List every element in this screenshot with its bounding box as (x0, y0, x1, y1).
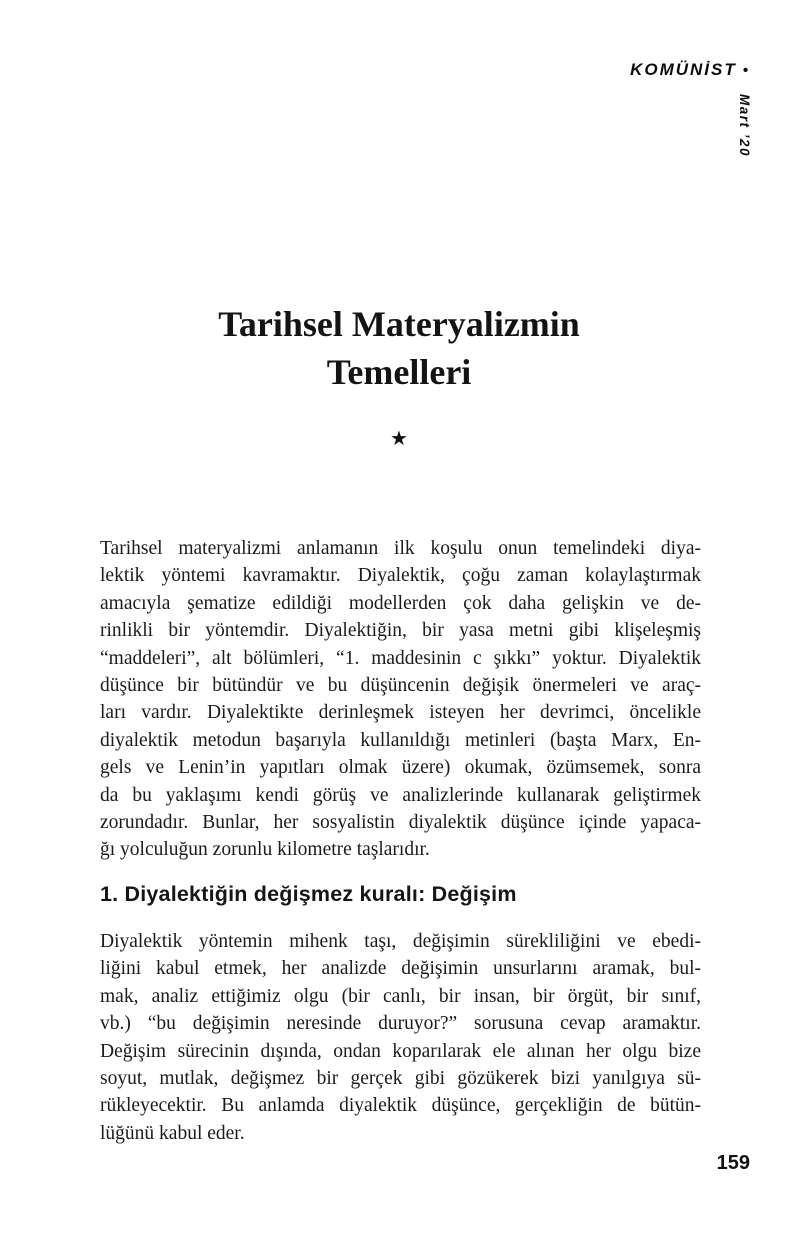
text-line: vb.) “bu değişimin neresinde duruyor?” sorusuna cevap aramaktır. (100, 1013, 701, 1035)
section-heading: 1. Diyalektiğin değişmez kuralı: Değişim (100, 882, 517, 906)
text-line: rinlikli bir yöntemdir. Diyalektiğin, bir yasa metni gibi klişeleşmiş (100, 620, 701, 642)
text-line: mak, analiz ettiğimiz olgu (bir canlı, bir insan, bir örgüt, bir sınıf, (100, 985, 701, 1007)
text-line: Tarihsel materyalizmi anlamanın ilk koşulu onun temelindeki diya- (100, 538, 701, 559)
article-title (0, 300, 798, 396)
text-line: ğı yolculuğun zorunlu kilometre taşlarıdır. (100, 839, 430, 861)
text-line: rükleyecektir. Bu anlamda diyalektik düşünce, gerçekliğin de bütün- (100, 1095, 701, 1117)
text-line: “maddeleri”, alt bölümleri, “1. maddesinin c şıkkı” yoktur. Diyalektik (100, 647, 701, 669)
text-line: amacıyla şematize edildiği modellerden çok daha gelişkin ve de- (100, 592, 701, 614)
page-number: 159 (716, 1152, 750, 1174)
star-ornament-icon: ★ (390, 428, 408, 450)
text-line: soyut, mutlak, değişmez bir gerçek gibi gözükerek bizi yanılgıya sü- (100, 1068, 701, 1090)
journal-masthead (630, 60, 748, 80)
text-line: diyalektik metodun başarıyla kullanıldığı metinleri (başta Marx, En- (100, 729, 701, 751)
text-line: liğini kabul etmek, her analizde değişimin unsurlarını aramak, bul- (100, 958, 701, 980)
text-line: lüğünü kabul eder. (100, 1122, 245, 1144)
text-line: da bu yaklaşımı kendi görüş ve analizlerinde kullanarak geliştirmek (100, 784, 701, 806)
text-line: Değişim sürecinin dışında, ondan koparılarak ele alınan her olgu bize (100, 1040, 701, 1062)
text-line: düşünce bir bütündür ve bu düşüncenin değişik önermeleri ve araç- (100, 675, 701, 697)
article-title-line1: Tarihsel Materyalizmin (218, 304, 580, 344)
text-line: ları vardır. Diyalektikte derinleşmek isteyen her devrimci, öncelikle (100, 702, 701, 724)
intro-paragraph (100, 535, 701, 864)
section-paragraph (100, 928, 701, 1147)
journal-name: KOMÜNİST (630, 60, 737, 79)
issue-date: Mart ’20 (737, 94, 752, 158)
text-line: gels ve Lenin’in yapıtları olmak üzere) okumak, özümsemek, sonra (100, 757, 701, 779)
article-title-line2: Temelleri (326, 352, 472, 392)
text-line: lektik yöntemi kavramaktır. Diyalektik, çoğu zaman kolaylaştırmak (100, 565, 701, 587)
text-line: Diyalektik yöntemin mihenk taşı, değişimin sürekliliğini ve ebedi- (100, 931, 701, 952)
bullet-icon: • (742, 62, 748, 79)
text-line: zorundadır. Bunlar, her sosyalistin diyalektik düşünce içinde yapaca- (100, 812, 701, 834)
